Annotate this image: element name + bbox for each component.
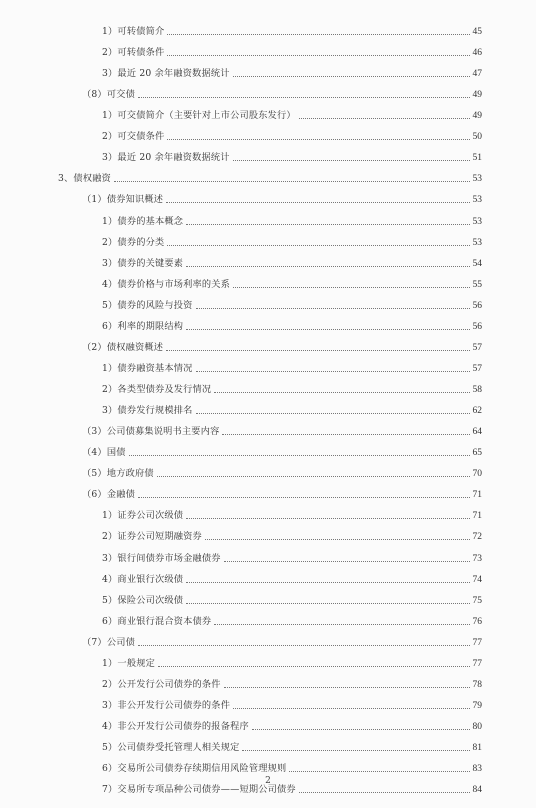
toc-entry[interactable]	[102, 256, 482, 270]
dot-leader	[299, 118, 470, 119]
dot-leader	[233, 287, 469, 288]
toc-entry[interactable]	[102, 593, 482, 607]
toc-entry[interactable]	[102, 572, 482, 586]
toc-entry[interactable]	[102, 150, 482, 164]
toc-entry-page-number: 75	[472, 595, 482, 606]
dot-leader	[167, 55, 469, 56]
toc-entry[interactable]	[102, 235, 482, 249]
dot-leader	[222, 434, 469, 435]
toc-entry-page-number: 53	[472, 216, 482, 227]
toc-entry-title: （7）公司债	[82, 636, 135, 648]
dot-leader	[186, 266, 469, 267]
toc-entry[interactable]	[82, 445, 482, 459]
dot-leader	[224, 561, 470, 562]
toc-entry-title: 3）非公开发行公司债券的条件	[102, 699, 231, 711]
toc-entry-page-number: 73	[472, 553, 482, 564]
toc-entry[interactable]	[102, 214, 482, 228]
toc-entry-page-number: 83	[472, 764, 482, 775]
toc-entry[interactable]	[102, 614, 482, 628]
toc-entry-title: 7）交易所专项品种公司债券——短期公司债券	[102, 784, 296, 796]
toc-entry[interactable]	[102, 740, 482, 754]
toc-entry-page-number: 65	[472, 448, 482, 459]
toc-entry-page-number: 50	[472, 132, 482, 143]
dot-leader	[186, 582, 469, 583]
dot-leader	[233, 76, 470, 77]
toc-entry[interactable]	[102, 508, 482, 522]
dot-leader	[114, 181, 470, 182]
toc-entry-title: 4）商业银行次级债	[102, 573, 184, 585]
toc-entry[interactable]	[102, 698, 482, 712]
toc-entry-title: 5）公司债券受托管理人相关规定	[102, 742, 240, 754]
toc-entry-page-number: 51	[472, 153, 482, 164]
toc-entry-title: 2）各类型债券及发行情况	[102, 384, 212, 396]
toc-entry-page-number: 53	[472, 174, 482, 185]
dot-leader	[196, 308, 470, 309]
toc-entry[interactable]	[82, 635, 482, 649]
toc-entry-title: 1）可交债简介（主要针对上市公司股东发行）	[102, 110, 296, 122]
toc-entry[interactable]	[82, 424, 482, 438]
toc-entry[interactable]	[102, 277, 482, 291]
toc-entry[interactable]	[102, 24, 482, 38]
toc-entry-page-number: 80	[472, 721, 482, 732]
dot-leader	[214, 624, 469, 625]
toc-entry-title: （2）债权融资概述	[82, 341, 164, 353]
toc-entry-page-number: 58	[472, 385, 482, 396]
toc-entry-page-number: 77	[472, 658, 482, 669]
toc-entry-title: 5）保险公司次级债	[102, 594, 184, 606]
toc-entry-page-number: 57	[472, 342, 482, 353]
toc-entry-title: 3）最近 20 余年融资数据统计	[102, 152, 230, 164]
toc-entry[interactable]	[102, 551, 482, 565]
dot-leader	[138, 645, 470, 646]
dot-leader	[299, 792, 470, 793]
toc-entry-page-number: 64	[472, 427, 482, 438]
dot-leader	[233, 708, 469, 709]
dot-leader	[157, 476, 470, 477]
dot-leader	[205, 539, 470, 540]
toc-entry-title: 2）证券公司短期融资券	[102, 531, 202, 543]
toc-entry[interactable]	[82, 487, 482, 501]
toc-entry-page-number: 76	[472, 616, 482, 627]
dot-leader	[214, 392, 469, 393]
toc-entry[interactable]	[102, 761, 482, 775]
toc-entry-title: 3）银行间债券市场金融债券	[102, 552, 221, 564]
toc-entry-title: 2）公开发行公司债券的条件	[102, 678, 221, 690]
toc-entry[interactable]	[102, 66, 482, 80]
toc-entry[interactable]	[102, 656, 482, 670]
dot-leader	[186, 603, 469, 604]
toc-entry-page-number: 56	[472, 300, 482, 311]
toc-entry-page-number: 72	[472, 532, 482, 543]
toc-entry[interactable]	[102, 403, 482, 417]
toc-entry[interactable]	[102, 361, 482, 375]
dot-leader	[252, 729, 470, 730]
toc-entry-title: 6）利率的期限结构	[102, 320, 184, 332]
toc-entry-title: 3）债券发行规模排名	[102, 405, 193, 417]
toc-entry[interactable]	[102, 108, 482, 122]
toc-entry-page-number: 84	[472, 785, 482, 796]
toc-entry[interactable]	[102, 382, 482, 396]
toc-entry-page-number: 79	[472, 700, 482, 711]
toc-entry-title: 3、债权融资	[58, 173, 111, 185]
dot-leader	[186, 224, 469, 225]
toc-entry[interactable]	[102, 45, 482, 59]
toc-entry[interactable]	[102, 298, 482, 312]
toc-entry-page-number: 49	[472, 90, 482, 101]
dot-leader	[289, 771, 469, 772]
dot-leader	[186, 518, 469, 519]
toc-entry-title: 4）债券价格与市场利率的关系	[102, 278, 231, 290]
toc-entry[interactable]	[102, 719, 482, 733]
toc-entry-title: 1）一般规定	[102, 657, 155, 669]
toc-entry-page-number: 70	[472, 469, 482, 480]
dot-leader	[158, 666, 470, 667]
dot-leader	[242, 750, 469, 751]
toc-entry-title: 5）债券的风险与投资	[102, 299, 193, 311]
toc-entry-page-number: 74	[472, 574, 482, 585]
toc-entry-page-number: 71	[472, 490, 482, 501]
toc-entry[interactable]	[102, 129, 482, 143]
toc-entry[interactable]	[58, 171, 482, 185]
toc-entry-page-number: 46	[472, 48, 482, 59]
toc-entry-title: 1）债券融资基本情况	[102, 362, 193, 374]
dot-leader	[233, 160, 470, 161]
toc-entry-title: 1）证券公司次级债	[102, 510, 184, 522]
toc-entry-title: （4）国债	[82, 447, 126, 459]
dot-leader	[166, 350, 469, 351]
toc-entry-page-number: 62	[472, 406, 482, 417]
toc-entry-page-number: 47	[472, 69, 482, 80]
dot-leader	[166, 202, 469, 203]
toc-entry[interactable]	[82, 192, 482, 206]
toc-entry[interactable]	[82, 340, 482, 354]
toc-entry[interactable]	[102, 529, 482, 543]
toc-entry-page-number: 56	[472, 321, 482, 332]
dot-leader	[167, 139, 469, 140]
dot-leader	[196, 371, 470, 372]
toc-entry-page-number: 53	[472, 195, 482, 206]
toc-entry-page-number: 49	[472, 111, 482, 122]
toc-entry-title: 1）可转债简介	[102, 26, 165, 37]
toc-entry-page-number: 71	[472, 511, 482, 522]
toc-entry-page-number: 55	[472, 279, 482, 290]
toc-entry-title: （5）地方政府债	[82, 468, 154, 480]
toc-entry-title: 1）债券的基本概念	[102, 215, 184, 227]
toc-entry-page-number: 53	[472, 237, 482, 248]
toc-entry-page-number: 78	[472, 679, 482, 690]
dot-leader	[138, 97, 470, 98]
dot-leader	[196, 413, 470, 414]
toc-entry-page-number: 45	[472, 27, 482, 37]
toc-entry-title: （1）债券知识概述	[82, 194, 164, 206]
toc-entry-page-number: 57	[472, 363, 482, 374]
toc-entry-title: 2）债券的分类	[102, 236, 165, 248]
toc-entry-page-number: 54	[472, 258, 482, 269]
toc-entry-title: 2）可交债条件	[102, 131, 165, 143]
toc-entry-title: 6）交易所公司债券存续期信用风险管理规则	[102, 763, 287, 775]
toc-entry[interactable]	[82, 466, 482, 480]
dot-leader	[167, 245, 469, 246]
toc-entry-title: 3）最近 20 余年融资数据统计	[102, 68, 230, 80]
toc-entry-title: （8）可交债	[82, 89, 135, 101]
page-number: 2	[265, 776, 271, 786]
toc-entry-title: 3）债券的关键要素	[102, 257, 184, 269]
toc-entry-title: 6）商业银行混合资本债券	[102, 615, 212, 627]
dot-leader	[224, 687, 470, 688]
toc-entry-page-number: 81	[472, 743, 482, 754]
dot-leader	[129, 455, 470, 456]
toc-entry-title: 2）可转债条件	[102, 47, 165, 59]
toc-entry-title: （3）公司债募集说明书主要内容	[82, 426, 220, 438]
dot-leader	[186, 329, 469, 330]
toc-entry[interactable]	[102, 677, 482, 691]
toc-entry[interactable]	[102, 319, 482, 333]
toc-entry-title: （6）金融债	[82, 489, 135, 501]
toc-entry[interactable]	[82, 87, 482, 101]
dot-leader	[138, 497, 470, 498]
toc-entry-page-number: 77	[472, 637, 482, 648]
dot-leader	[167, 34, 469, 35]
toc-entry-title: 4）非公开发行公司债券的报备程序	[102, 720, 249, 732]
